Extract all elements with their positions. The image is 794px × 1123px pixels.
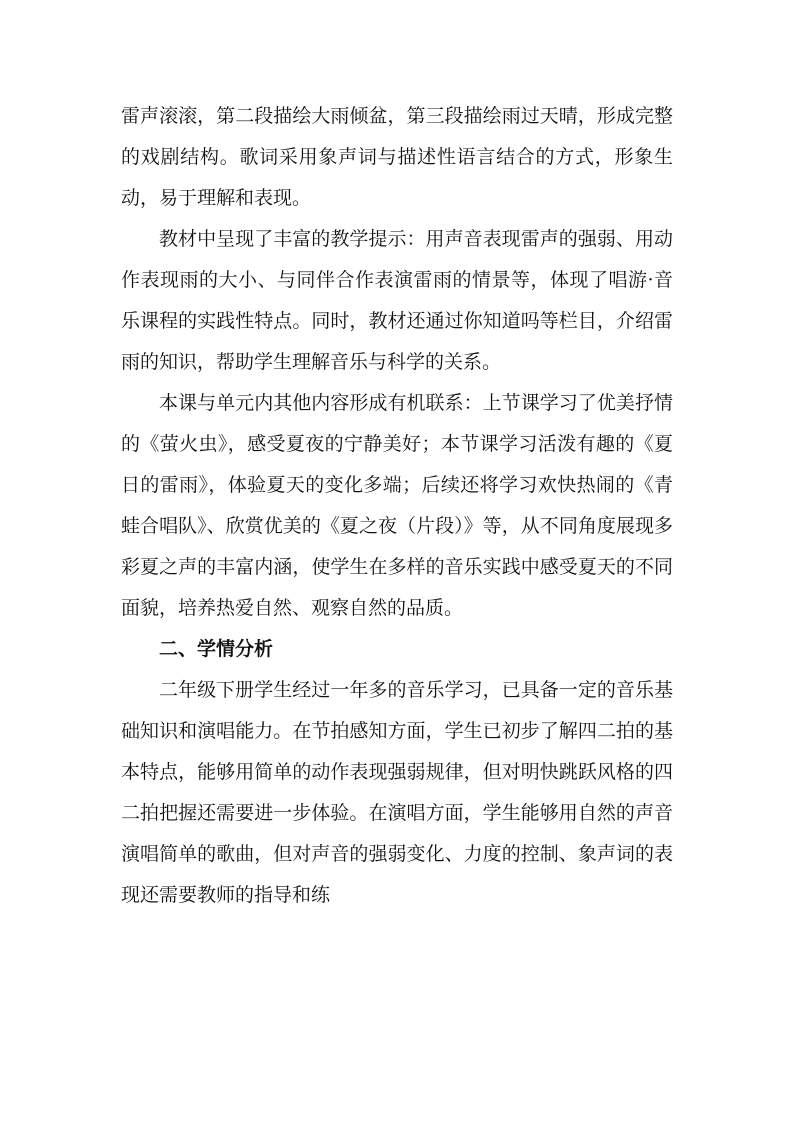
section-heading-student-analysis: 二、学情分析 (159, 638, 274, 660)
paragraph-teaching-tips: 教材中呈现了丰富的教学提示：用声音表现雷声的强弱、用动作表现雨的大小、与同伴合作表演雷雨的情景等，体现了唱游·音乐课程的实践性特点。同时，教材还通过你知道吗等栏目，介绍雷雨的知识，帮助学生理解音乐与科学的关系。 (121, 228, 673, 373)
document-body (121, 96, 673, 916)
paragraph-student-analysis: 二年级下册学生经过一年多的音乐学习，已具备一定的音乐基础知识和演唱能力。在节拍感知方面，学生已初步了解四二拍的基本特点，能够用简单的动作表现强弱规律，但对明快跳跃风格的四二拍把握还需要进一步体验。在演唱方面，学生能够用自然的声音演唱简单的歌曲，但对声音的强弱变化、力度的控制、象声词的表现还需要教师的指导和练 (121, 679, 673, 906)
paragraph-continuation: 雷声滚滚，第二段描绘大雨倾盆，第三段描绘雨过天晴，形成完整的戏剧结构。歌词采用象声词与描述性语言结合的方式，形象生动，易于理解和表现。 (121, 105, 673, 209)
paragraph-unit-connection: 本课与单元内其他内容形成有机联系：上节课学习了优美抒情的《萤火虫》，感受夏夜的宁静美好；本节课学习活泼有趣的《夏日的雷雨》，体验夏天的变化多端；后续还将学习欢快热闹的《青蛙合唱队》、欣赏优美的《夏之夜（片段）》等，从不同角度展现多彩夏之声的丰富内涵，使学生在多样的音乐实践中感受夏天的不同面貌，培养热爱自然、观察自然的品质。 (121, 392, 673, 619)
